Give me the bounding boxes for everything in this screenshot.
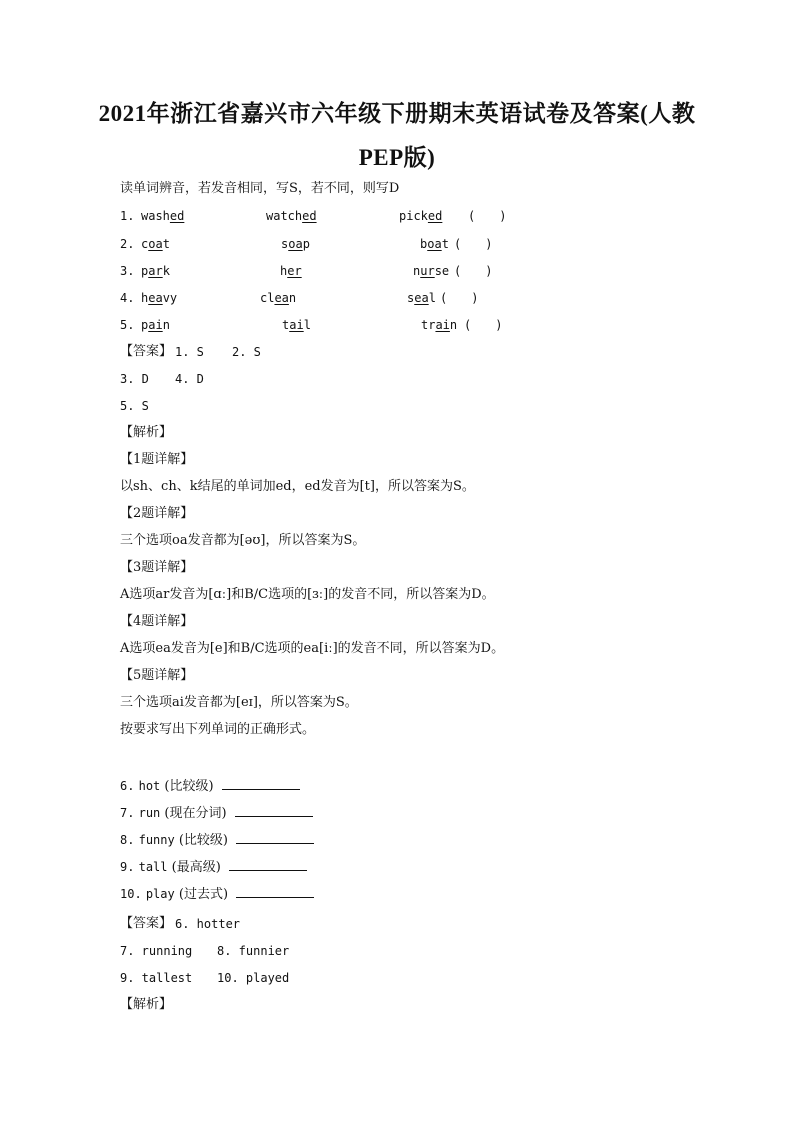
word-b: watched bbox=[266, 209, 317, 223]
question-number: 10. bbox=[120, 887, 142, 901]
word-c: train bbox=[421, 318, 458, 332]
answer-blank[interactable]: ( ) bbox=[464, 318, 503, 332]
answer-item: 10. played bbox=[217, 971, 290, 985]
question-word: play bbox=[145, 887, 175, 901]
question-row bbox=[120, 858, 307, 877]
answer-item: 2. S bbox=[232, 345, 261, 359]
answer-item: 4. D bbox=[175, 372, 204, 386]
answer-blank[interactable]: ( ) bbox=[468, 209, 507, 223]
question-number: 8. bbox=[120, 833, 135, 847]
question-row bbox=[120, 777, 300, 796]
question-number: 4. bbox=[120, 291, 135, 305]
section1-instruction: 读单词辨音，若发音相同，写S，若不同，则写D bbox=[120, 181, 400, 196]
analysis-label: 【解析】 bbox=[120, 997, 173, 1012]
question-row bbox=[120, 831, 314, 850]
answer-blank[interactable]: ( ) bbox=[440, 291, 479, 305]
question-hint: (比较级) bbox=[178, 833, 229, 848]
answer-item: 3. D bbox=[120, 372, 149, 386]
analysis-label: 【解析】 bbox=[120, 425, 173, 440]
detail-text: A选项ea发音为[e]和B/C选项的ea[iː]的发音不同，所以答案为D。 bbox=[120, 641, 505, 656]
detail-label: 【3题详解】 bbox=[120, 560, 194, 575]
question-row bbox=[120, 804, 313, 823]
question-number: 7. bbox=[120, 806, 135, 820]
answer-input[interactable] bbox=[229, 858, 307, 871]
word-b: clean bbox=[260, 291, 297, 305]
detail-text: 以sh、ch、k结尾的单词加ed，ed发音为[t]，所以答案为S。 bbox=[120, 479, 475, 494]
detail-text: A选项ar发音为[ɑː]和B/C选项的[ɜː]的发音不同，所以答案为D。 bbox=[120, 587, 495, 602]
answer-blank[interactable]: ( ) bbox=[454, 237, 493, 251]
question-hint: (现在分词) bbox=[164, 806, 227, 821]
detail-text: 三个选项ai发音都为[eɪ]，所以答案为S。 bbox=[120, 695, 358, 710]
question-hint: (比较级) bbox=[164, 779, 214, 794]
word-c: nurse bbox=[413, 264, 450, 278]
word-b: tail bbox=[282, 318, 311, 332]
answer-input[interactable] bbox=[222, 777, 300, 790]
detail-label: 【4题详解】 bbox=[120, 614, 194, 629]
word-a: coat bbox=[141, 237, 170, 251]
question-row bbox=[120, 885, 314, 904]
answer-item: 5. S bbox=[120, 399, 149, 413]
answer-label: 【答案】 bbox=[120, 344, 173, 359]
question-word: run bbox=[138, 806, 161, 820]
detail-label: 【1题详解】 bbox=[120, 452, 194, 467]
answer-input[interactable] bbox=[236, 885, 314, 898]
question-word: funny bbox=[138, 833, 175, 847]
word-a: washed bbox=[141, 209, 185, 223]
word-a: heavy bbox=[141, 291, 178, 305]
word-a: park bbox=[141, 264, 170, 278]
question-number: 6. bbox=[120, 779, 135, 793]
word-c: seal bbox=[407, 291, 436, 305]
document-title-line-1: 2021年浙江省嘉兴市六年级下册期末英语试卷及答案(人教 bbox=[98, 101, 696, 126]
detail-label: 【2题详解】 bbox=[120, 506, 194, 521]
question-number: 5. bbox=[120, 318, 135, 332]
word-c: boat bbox=[420, 237, 449, 251]
answer-item: 6. hotter bbox=[175, 917, 241, 931]
question-number: 9. bbox=[120, 860, 135, 874]
question-hint: (过去式) bbox=[178, 887, 229, 902]
answer-input[interactable] bbox=[236, 831, 314, 844]
document-title-line-2: PEP版) bbox=[358, 145, 436, 170]
question-hint: (最高级) bbox=[171, 860, 221, 875]
question-word: tall bbox=[138, 860, 168, 874]
answer-item: 9. tallest bbox=[120, 971, 193, 985]
answer-blank[interactable]: ( ) bbox=[454, 264, 493, 278]
detail-text: 三个选项oa发音都为[əʊ]，所以答案为S。 bbox=[120, 533, 366, 548]
answer-item: 1. S bbox=[175, 345, 204, 359]
answer-item: 7. running bbox=[120, 944, 193, 958]
question-number: 3. bbox=[120, 264, 135, 278]
section2-instruction: 按要求写出下列单词的正确形式。 bbox=[120, 722, 316, 737]
answer-item: 8. funnier bbox=[217, 944, 290, 958]
word-c: picked bbox=[399, 209, 443, 223]
question-number: 2. bbox=[120, 237, 135, 251]
answer-input[interactable] bbox=[235, 804, 313, 817]
answer-label: 【答案】 bbox=[120, 916, 173, 931]
question-word: hot bbox=[138, 779, 161, 793]
word-b: her bbox=[280, 264, 302, 278]
word-b: soap bbox=[281, 237, 310, 251]
word-a: pain bbox=[141, 318, 170, 332]
question-number: 1. bbox=[120, 209, 135, 223]
detail-label: 【5题详解】 bbox=[120, 668, 194, 683]
